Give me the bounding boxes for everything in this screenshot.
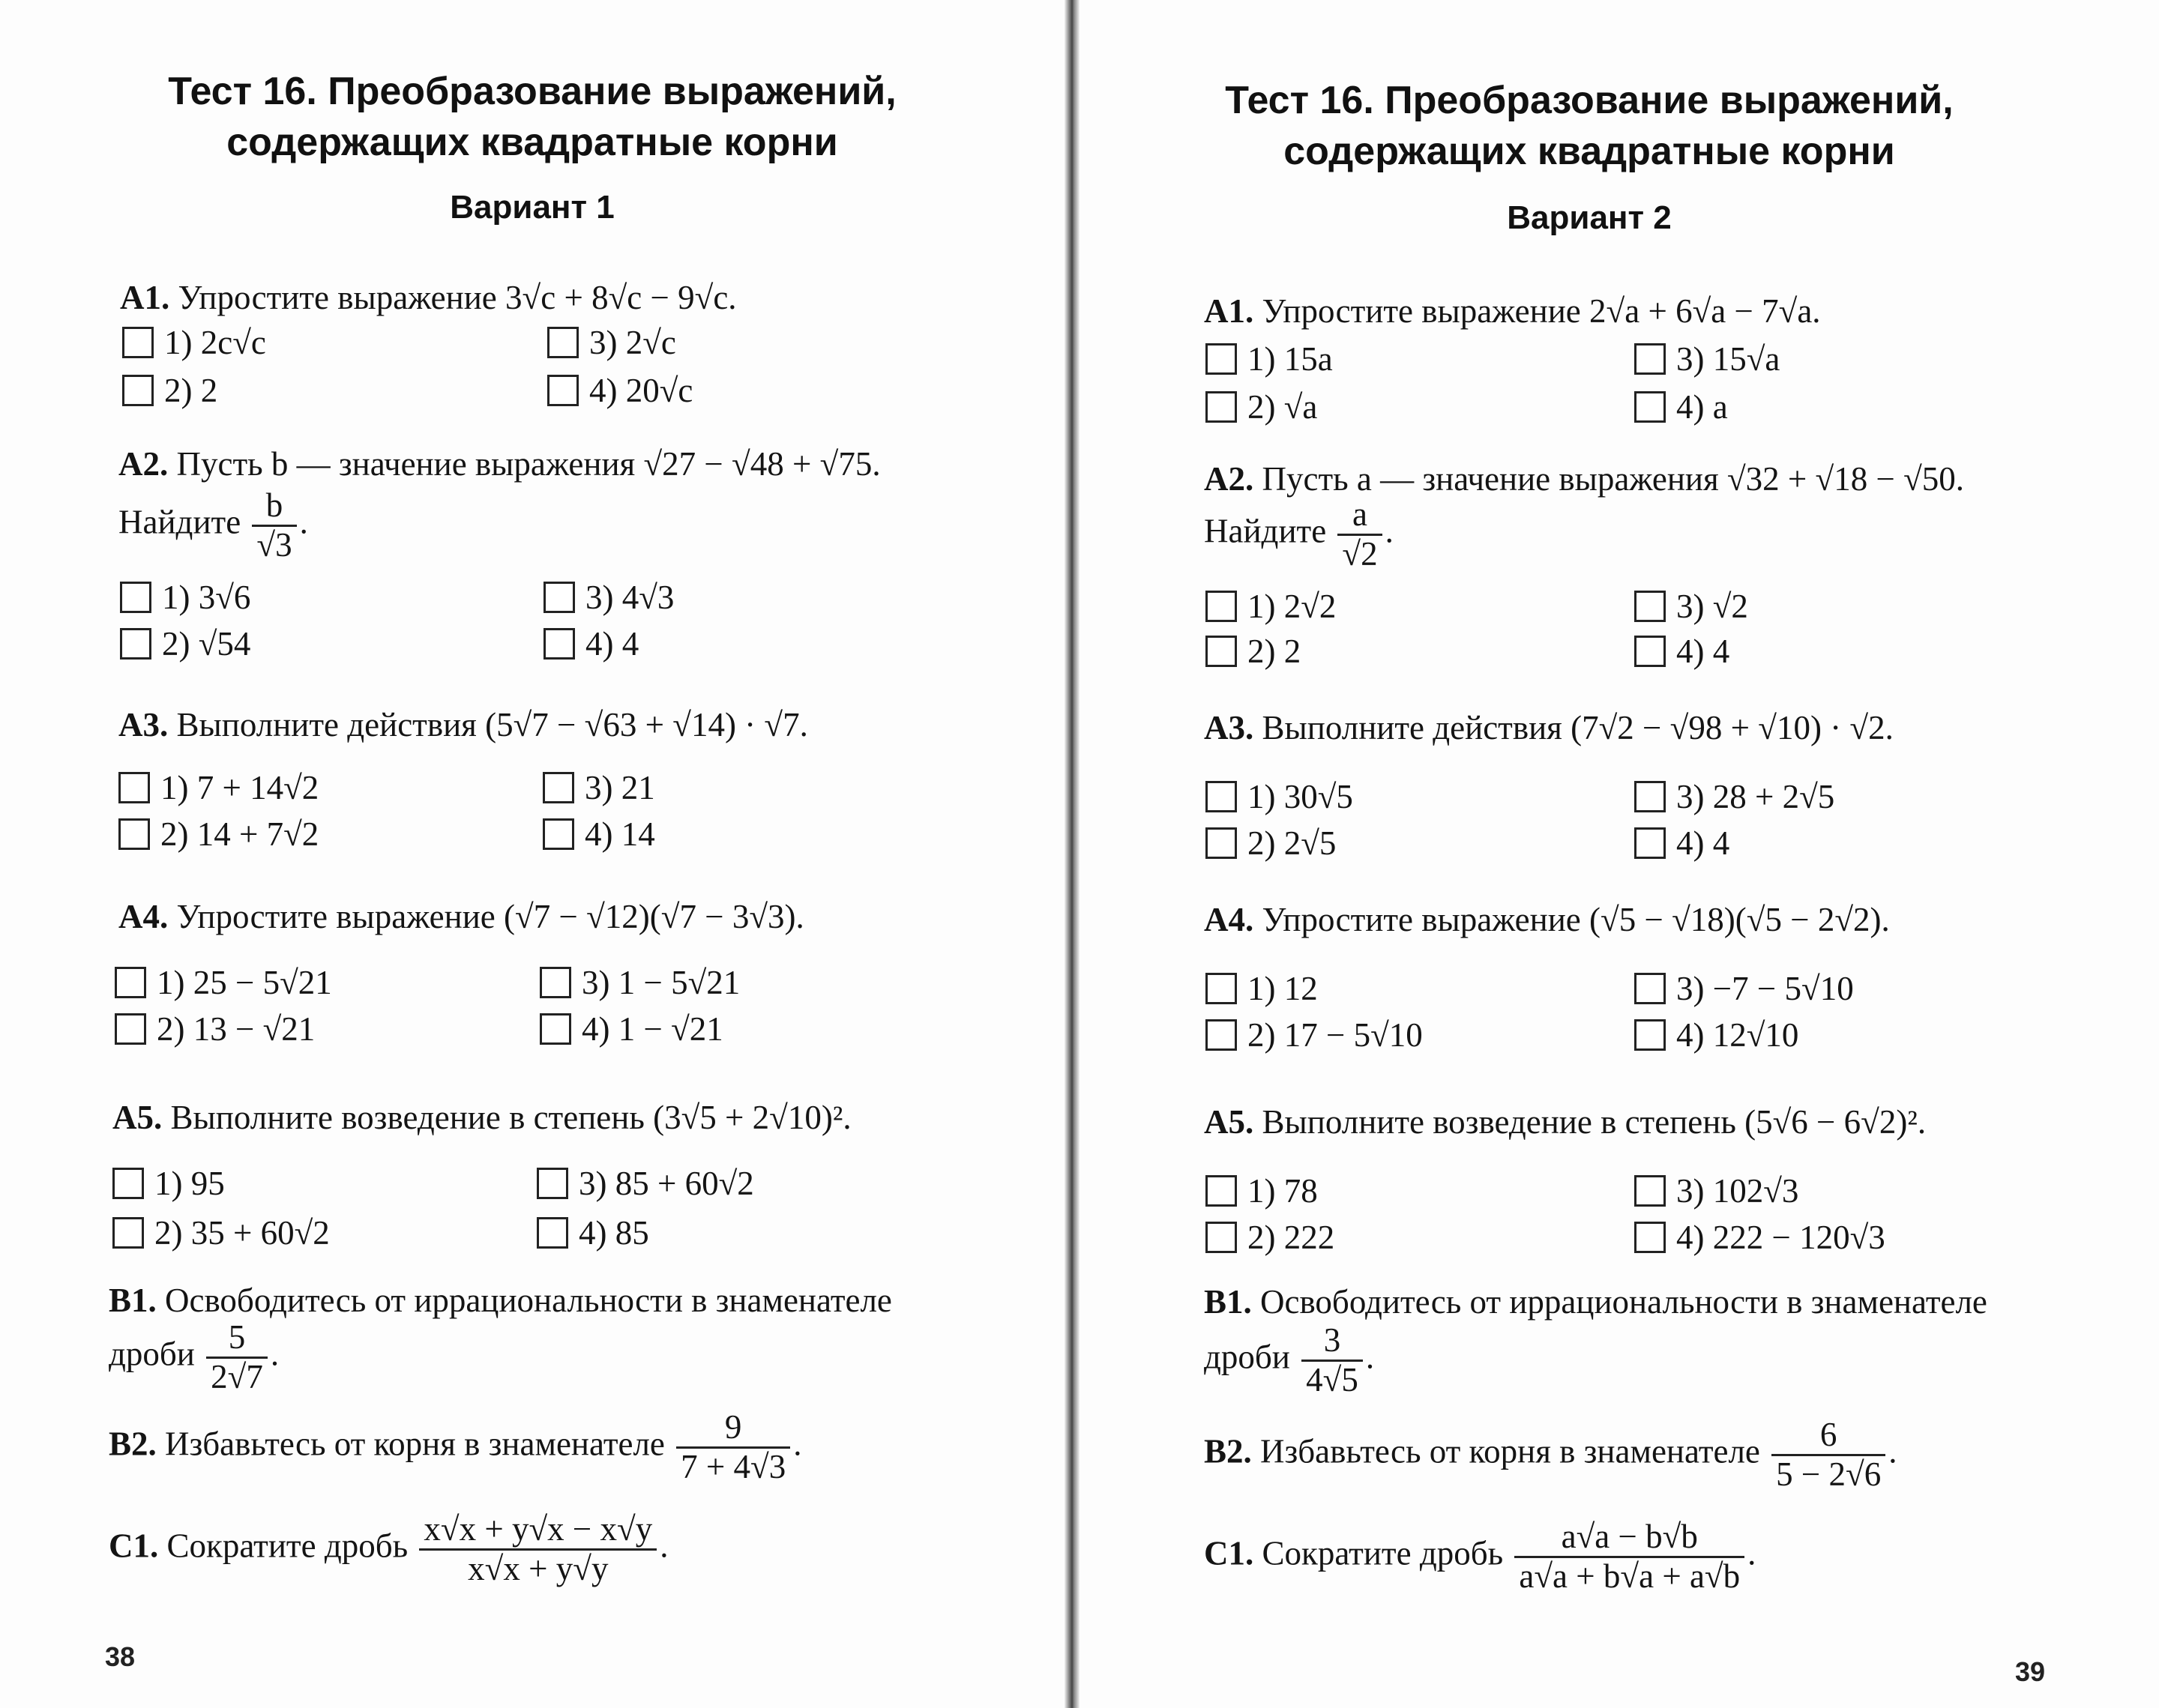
- checkbox[interactable]: [1205, 636, 1237, 667]
- option-label: 1) 7 + 14√2: [160, 769, 319, 806]
- right-a4-label: A4.: [1204, 901, 1254, 938]
- right-title-line1: Тест 16. Преобразование выражений,: [1225, 79, 1954, 122]
- option-label: 1) 30√5: [1247, 778, 1353, 815]
- numerator: a√a − b√b: [1514, 1518, 1744, 1558]
- left-b1-question: [109, 1280, 892, 1321]
- left-b1-label: B1.: [109, 1282, 157, 1319]
- option-label: 4) 222 − 120√3: [1676, 1219, 1885, 1256]
- checkbox[interactable]: [543, 818, 574, 850]
- denominator: √2: [1342, 534, 1378, 573]
- right-a3-label: A3.: [1204, 709, 1254, 746]
- option-label: 3) 2√c: [589, 324, 676, 361]
- right-c1-label: C1.: [1204, 1534, 1254, 1572]
- checkbox[interactable]: [120, 582, 151, 613]
- option-label: 2) 17 − 5√10: [1247, 1016, 1423, 1054]
- checkbox[interactable]: [1634, 1222, 1666, 1253]
- left-page: [0, 0, 1065, 1708]
- left-a5-option-1[interactable]: [112, 1163, 225, 1204]
- fraction: [1301, 1322, 1363, 1398]
- checkbox[interactable]: [537, 1217, 568, 1249]
- right-page: [1080, 0, 2159, 1708]
- checkbox[interactable]: [1634, 1175, 1666, 1207]
- tail: .: [793, 1425, 802, 1463]
- option-label: 3) −7 − 5√10: [1676, 970, 1854, 1007]
- left-a4-text: Упростите выражение (√7 − √12)(√7 − 3√3).: [176, 898, 804, 935]
- checkbox[interactable]: [1634, 781, 1666, 812]
- right-b2-question: [1204, 1416, 1897, 1493]
- option-label: 2) √54: [162, 625, 251, 663]
- checkbox[interactable]: [537, 1168, 568, 1199]
- left-a5-option-4[interactable]: [537, 1213, 649, 1253]
- left-a2-text: Пусть b — значение выражения √27 − √48 + √75.: [176, 445, 881, 483]
- checkbox[interactable]: [1205, 827, 1237, 859]
- option-label: 1) 3√6: [162, 579, 251, 616]
- right-b1-fraction-line: [1204, 1322, 1374, 1398]
- checkbox[interactable]: [540, 967, 571, 998]
- option-label: 1) 78: [1247, 1172, 1318, 1210]
- left-a2-option-4[interactable]: [543, 624, 639, 664]
- left-a4-option-2[interactable]: [115, 1009, 315, 1049]
- denominator: 2√7: [211, 1357, 263, 1395]
- numerator: a: [1337, 496, 1382, 536]
- left-page-number: 38: [105, 1641, 136, 1672]
- numerator: b: [252, 487, 296, 527]
- left-a2-option-1[interactable]: [120, 577, 250, 618]
- left-a1-option-3[interactable]: [547, 322, 676, 363]
- checkbox[interactable]: [1634, 343, 1666, 375]
- left-a1-label: A1.: [120, 279, 170, 316]
- option-label: 2) 2: [1247, 633, 1301, 670]
- checkbox[interactable]: [543, 772, 574, 803]
- right-a4-text: Упростите выражение (√5 − √18)(√5 − 2√2).: [1262, 901, 1890, 938]
- right-b1-label: B1.: [1204, 1283, 1252, 1321]
- option-label: 3) 4√3: [585, 579, 675, 616]
- left-title-line2: содержащих квадратные корни: [226, 121, 838, 164]
- tail: .: [1747, 1534, 1756, 1572]
- right-a4-question: [1204, 899, 1890, 940]
- option-label: 3) 1 − 5√21: [582, 964, 741, 1001]
- option-label: 1) 2√2: [1247, 588, 1337, 625]
- tail: .: [299, 503, 308, 541]
- option-label: 2) 2√5: [1247, 824, 1337, 862]
- option-label: 2) 35 + 60√2: [154, 1214, 330, 1252]
- checkbox[interactable]: [543, 628, 575, 660]
- tail: .: [270, 1335, 280, 1373]
- denominator: 5 − 2√6: [1776, 1455, 1882, 1493]
- right-a1-option-3[interactable]: [1634, 339, 1780, 379]
- right-a4-option-1[interactable]: [1205, 968, 1318, 1009]
- denominator: x√x + y√y: [468, 1549, 609, 1587]
- left-a3-option-2[interactable]: [118, 814, 319, 854]
- right-title: [1154, 75, 2024, 177]
- right-a2-option-1[interactable]: [1205, 586, 1336, 627]
- option-label: 4) a: [1676, 388, 1728, 426]
- left-c1-text: Сократите дробь: [166, 1527, 409, 1565]
- tail: .: [1365, 1338, 1375, 1376]
- left-a3-question: [118, 704, 808, 745]
- checkbox[interactable]: [543, 582, 575, 613]
- book-spine: [1065, 0, 1080, 1708]
- left-variant: Вариант 1: [450, 189, 615, 226]
- right-b2-text: Избавьтесь от корня в знаменателе: [1260, 1432, 1760, 1470]
- option-label: 4) 12√10: [1676, 1016, 1799, 1054]
- right-a5-option-2[interactable]: [1205, 1217, 1334, 1258]
- right-a4-option-2[interactable]: [1205, 1015, 1423, 1055]
- left-a5-text: Выполните возведение в степень (3√5 + 2√10)².: [170, 1099, 852, 1136]
- right-page-number: 39: [2015, 1656, 2046, 1687]
- left-a4-question: [118, 896, 804, 937]
- right-a1-question: [1204, 291, 1821, 331]
- right-a2-label: A2.: [1204, 460, 1254, 498]
- option-label: 1) 25 − 5√21: [157, 964, 332, 1001]
- left-a5-option-2[interactable]: [112, 1213, 330, 1253]
- right-title-line2: содержащих квадратные корни: [1283, 130, 1895, 173]
- right-a3-option-4[interactable]: [1634, 823, 1729, 863]
- left-a5-question: [112, 1097, 852, 1138]
- checkbox[interactable]: [1634, 591, 1666, 622]
- checkbox[interactable]: [1634, 827, 1666, 859]
- left-a3-text: Выполните действия (5√7 − √63 + √14) · √7.: [176, 706, 808, 743]
- denominator: a√a + b√a + a√b: [1519, 1557, 1741, 1595]
- fraction-word: дроби: [1204, 1338, 1290, 1376]
- right-a1-text: Упростите выражение 2√a + 6√a − 7√a.: [1262, 292, 1821, 330]
- fraction-word: дроби: [109, 1335, 195, 1373]
- right-variant: Вариант 2: [1507, 199, 1672, 236]
- left-title: [90, 66, 975, 168]
- option-label: 2) √a: [1247, 388, 1318, 426]
- right-a3-option-2[interactable]: [1205, 823, 1336, 863]
- left-a2-label: A2.: [118, 445, 169, 483]
- right-a2-option-3[interactable]: [1634, 586, 1748, 627]
- left-a3-option-3[interactable]: [543, 767, 655, 808]
- checkbox[interactable]: [118, 818, 150, 850]
- option-label: 1) 12: [1247, 970, 1318, 1007]
- find-label: Найдите: [118, 503, 241, 541]
- option-label: 3) 15√a: [1676, 340, 1780, 378]
- fraction: [1514, 1518, 1744, 1595]
- checkbox[interactable]: [1205, 391, 1237, 423]
- checkbox[interactable]: [112, 1168, 144, 1199]
- option-label: 4) 85: [579, 1214, 649, 1252]
- left-a2-find: [118, 487, 308, 564]
- left-b2-label: B2.: [109, 1425, 157, 1463]
- right-a5-option-1[interactable]: [1205, 1171, 1318, 1211]
- tail: .: [660, 1527, 669, 1565]
- checkbox[interactable]: [122, 375, 154, 406]
- right-a1-option-1[interactable]: [1205, 339, 1333, 379]
- left-a4-option-3[interactable]: [540, 962, 740, 1003]
- checkbox[interactable]: [1205, 781, 1237, 812]
- option-label: 1) 15a: [1247, 340, 1333, 378]
- fraction: [252, 487, 296, 564]
- checkbox[interactable]: [547, 375, 579, 406]
- option-label: 4) 4: [1676, 633, 1730, 670]
- denominator: √3: [256, 525, 292, 564]
- checkbox[interactable]: [122, 327, 154, 358]
- checkbox[interactable]: [115, 967, 146, 998]
- checkbox[interactable]: [1634, 973, 1666, 1004]
- checkbox[interactable]: [1205, 591, 1237, 622]
- checkbox[interactable]: [115, 1013, 146, 1045]
- right-a5-label: A5.: [1204, 1103, 1254, 1141]
- right-c1-question: [1204, 1518, 1756, 1595]
- left-a2-option-2[interactable]: [120, 624, 250, 664]
- left-title-line1: Тест 16. Преобразование выражений,: [168, 70, 897, 113]
- checkbox[interactable]: [547, 327, 579, 358]
- left-a3-option-1[interactable]: [118, 767, 319, 808]
- left-a3-label: A3.: [118, 706, 169, 743]
- left-a5-label: A5.: [112, 1099, 163, 1136]
- right-a5-option-4[interactable]: [1634, 1217, 1885, 1258]
- numerator: 5: [206, 1319, 268, 1359]
- right-a4-option-3[interactable]: [1634, 968, 1854, 1009]
- left-a1-option-4[interactable]: [547, 370, 693, 411]
- right-b1-question: [1204, 1282, 1987, 1322]
- checkbox[interactable]: [112, 1217, 144, 1249]
- checkbox[interactable]: [1634, 636, 1666, 667]
- option-label: 4) 4: [1676, 824, 1730, 862]
- left-a2-option-3[interactable]: [543, 577, 674, 618]
- right-a5-option-3[interactable]: [1634, 1171, 1798, 1211]
- right-a4-option-4[interactable]: [1634, 1015, 1798, 1055]
- denominator: 4√5: [1306, 1360, 1358, 1398]
- option-label: 1) 95: [154, 1165, 225, 1202]
- numerator: 9: [676, 1409, 790, 1449]
- fraction: [1337, 496, 1382, 573]
- left-a4-option-4[interactable]: [540, 1009, 723, 1049]
- fraction: [206, 1319, 268, 1395]
- left-a5-option-3[interactable]: [537, 1163, 754, 1204]
- right-a3-question: [1204, 707, 1894, 748]
- denominator: 7 + 4√3: [681, 1447, 786, 1485]
- fraction: [1771, 1416, 1885, 1493]
- option-label: 4) 14: [585, 815, 655, 853]
- right-a2-question: [1204, 459, 1964, 499]
- right-a2-text: Пусть a — значение выражения √32 + √18 − √50.: [1262, 460, 1965, 498]
- right-a2-find: [1204, 496, 1394, 573]
- left-a2-question: [118, 444, 881, 484]
- checkbox[interactable]: [540, 1013, 571, 1045]
- checkbox[interactable]: [1205, 343, 1237, 375]
- checkbox[interactable]: [1205, 973, 1237, 1004]
- option-label: 3) 28 + 2√5: [1676, 778, 1835, 815]
- right-a1-option-4[interactable]: [1634, 387, 1728, 427]
- numerator: x√x + y√x − x√y: [419, 1511, 657, 1551]
- right-a3-option-1[interactable]: [1205, 776, 1353, 817]
- right-b2-label: B2.: [1204, 1432, 1252, 1470]
- left-b1-text: Освободитесь от иррациональности в знаменателе: [165, 1282, 892, 1319]
- left-c1-label: C1.: [109, 1527, 159, 1565]
- option-label: 2) 222: [1247, 1219, 1335, 1256]
- checkbox[interactable]: [118, 772, 150, 803]
- left-b2-text: Избавьтесь от корня в знаменателе: [165, 1425, 665, 1463]
- option-label: 4) 4: [585, 625, 639, 663]
- left-a4-label: A4.: [118, 898, 169, 935]
- checkbox[interactable]: [1205, 1175, 1237, 1207]
- right-a3-option-3[interactable]: [1634, 776, 1834, 817]
- right-a1-label: A1.: [1204, 292, 1254, 330]
- right-a5-text: Выполните возведение в степень (5√6 − 6√2)².: [1262, 1103, 1927, 1141]
- find-label: Найдите: [1204, 512, 1327, 550]
- tail: .: [1888, 1432, 1897, 1470]
- right-a1-option-2[interactable]: [1205, 387, 1317, 427]
- option-label: 2) 14 + 7√2: [160, 815, 319, 853]
- right-a2-option-4[interactable]: [1634, 631, 1729, 672]
- checkbox[interactable]: [120, 628, 151, 660]
- left-a3-option-4[interactable]: [543, 814, 655, 854]
- left-a1-option-2[interactable]: [122, 370, 217, 411]
- left-b1-fraction-line: [109, 1319, 279, 1395]
- left-a1-text: Упростите выражение 3√c + 8√c − 9√c.: [178, 279, 737, 316]
- right-c1-text: Сократите дробь: [1262, 1534, 1504, 1572]
- option-label: 3) 85 + 60√2: [579, 1165, 754, 1202]
- checkbox[interactable]: [1634, 1019, 1666, 1051]
- checkbox[interactable]: [1634, 391, 1666, 423]
- checkbox[interactable]: [1205, 1222, 1237, 1253]
- left-a1-option-1[interactable]: [122, 322, 266, 363]
- fraction: [419, 1511, 657, 1587]
- numerator: 6: [1771, 1416, 1885, 1456]
- right-a5-question: [1204, 1102, 1926, 1142]
- right-b1-text: Освободитесь от иррациональности в знаменателе: [1260, 1283, 1987, 1321]
- tail: .: [1385, 512, 1394, 550]
- left-a4-option-1[interactable]: [115, 962, 332, 1003]
- checkbox[interactable]: [1205, 1019, 1237, 1051]
- option-label: 4) 1 − √21: [582, 1010, 723, 1048]
- left-a1-question: [120, 277, 737, 318]
- option-label: 2) 13 − √21: [157, 1010, 316, 1048]
- fraction: [676, 1409, 790, 1485]
- left-c1-question: [109, 1511, 669, 1587]
- option-label: 3) 21: [585, 769, 655, 806]
- option-label: 3) 102√3: [1676, 1172, 1799, 1210]
- option-label: 3) √2: [1676, 588, 1748, 625]
- right-a3-text: Выполните действия (7√2 − √98 + √10) · √2.: [1262, 709, 1894, 746]
- option-label: 2) 2: [164, 372, 218, 409]
- numerator: 3: [1301, 1322, 1363, 1362]
- option-label: 1) 2c√c: [164, 324, 266, 361]
- right-a2-option-2[interactable]: [1205, 631, 1301, 672]
- left-b2-question: [109, 1409, 801, 1485]
- option-label: 4) 20√c: [589, 372, 693, 409]
